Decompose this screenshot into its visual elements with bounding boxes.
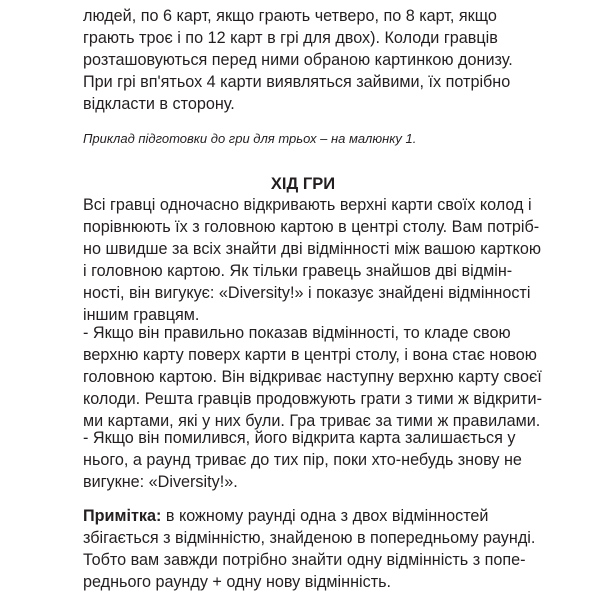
text-line: реднього раунду + одну нову відмінність.: [83, 573, 392, 591]
text-line: - Якщо він помилився, його відкрита карта залишається у: [83, 429, 516, 447]
setup-paragraph: [83, 5, 513, 115]
text-line: нього, а раунд триває до тих пір, поки хто-небудь знову не: [83, 451, 522, 469]
note-first-line: [83, 505, 535, 527]
text-line: верхню карту поверх карти в центрі столу, і вона стає новою: [83, 346, 537, 364]
text-line: вигукне: «Diversity!».: [83, 473, 238, 491]
gameplay-paragraph: [83, 194, 541, 326]
text-line: Тобто вам завжди потрібно знайти одну відмінність з попе-: [83, 551, 526, 569]
text-line: - Якщо він правильно показав відмінності, то кладе свою: [83, 324, 511, 342]
text-line: порівнюють їх з головною картою в центрі столу. Вам потріб-: [83, 218, 540, 236]
note-paragraph: [83, 505, 535, 593]
text-line: ності, він вигукує: «Diversity!» і показує знайдені відмінності: [83, 284, 531, 302]
wrong-answer-paragraph: [83, 427, 522, 493]
text-line: відкласти в сторону.: [83, 95, 235, 113]
text-line: людей, по 6 карт, якщо грають четверо, по 8 карт, якщо: [83, 7, 497, 25]
text-line: іншим гравцям.: [83, 306, 200, 324]
section-heading: ХІД ГРИ: [270, 175, 336, 193]
figure-caption: Приклад підготовки до гри для трьох – на малюнку 1.: [83, 131, 417, 146]
text-line: но швидше за всіх знайти дві відмінності між вашою карткою: [83, 240, 541, 258]
note-first-line-text: в кожному раунді одна з двох відмінностей: [161, 507, 489, 525]
text-line: грають троє і по 12 карт в грі для двох). Колоди гравців: [83, 29, 498, 47]
text-line: Всі гравці одночасно відкривають верхні карти своїх колод і: [83, 196, 532, 214]
text-line: При грі вп'ятьох 4 карти виявляться зайвими, їх потрібно: [83, 73, 511, 91]
correct-answer-paragraph: [83, 322, 542, 432]
text-line: розташовуються перед ними обраною картинкою донизу.: [83, 51, 513, 69]
text-line: колоди. Решта гравців продовжують грати з тими ж відкрити-: [83, 390, 542, 408]
text-line: головною картою. Він відкриває наступну верхню карту своєї: [83, 368, 542, 386]
text-line: збігається з відмінністю, знайденою в попередньому раунді.: [83, 529, 536, 547]
text-line: і головною картою. Як тільки гравець знайшов дві відмін-: [83, 262, 513, 280]
text-line: ми картами, які у них були. Гра триває за тими ж правилами.: [83, 412, 541, 430]
note-label: Примітка:: [83, 507, 162, 525]
